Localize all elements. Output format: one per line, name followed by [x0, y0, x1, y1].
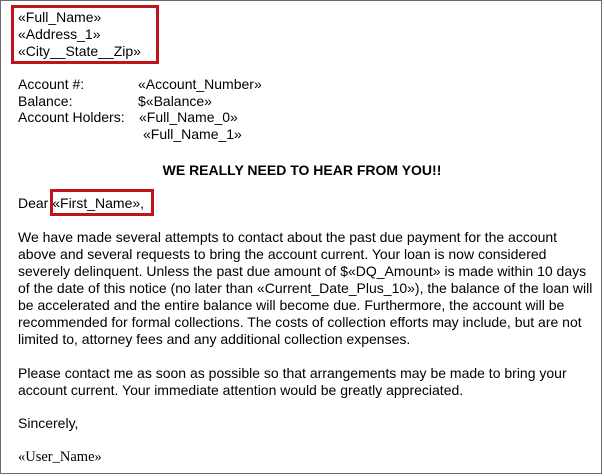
- signature: «User_Name»: [18, 449, 102, 465]
- balance-label: Balance:: [18, 93, 73, 109]
- account-holder-0: «Full_Name_0»: [139, 109, 238, 125]
- account-number-label: Account #:: [18, 76, 85, 92]
- body-paragraph-1: We have made several attempts to contact about the past due payment for the account above and several requests to bring the account current. Your loan is now considered severely delinquent. Unless the past due amount of $«DQ_Amount» is made within 10 days of the date of this notice (no later than «Current_Date_Plus_10»), the balance of the loan will be accelerated and the entire balance will become due. Furthermore, the account will be recommended for formal collections. The costs of collection efforts may include, but are not limited to, attorney fees and any additional collection expenses.: [18, 229, 593, 347]
- salutation-prefix: Dear: [18, 195, 53, 211]
- address-line-1: «Address_1»: [18, 26, 101, 42]
- body-paragraph-2: Please contact me as soon as possible so that arrangements may be made to bring your account current. Your immediate attention would be greatly appreciated.: [18, 365, 567, 398]
- salutation-suffix: ,: [140, 195, 145, 211]
- address-full-name: «Full_Name»: [18, 9, 102, 25]
- account-holders-label: Account Holders:: [18, 109, 125, 125]
- account-holder-1: «Full_Name_1»: [143, 126, 242, 142]
- salutation-name: «First_Name»: [52, 195, 141, 211]
- balance-value: $«Balance»: [138, 93, 212, 109]
- letter-heading: WE REALLY NEED TO HEAR FROM YOU!!: [162, 162, 442, 178]
- address-city-state-zip: «City__State__Zip»: [18, 43, 141, 59]
- first-name-highlight-box: [50, 189, 154, 216]
- account-number-value: «Account_Number»: [138, 76, 262, 92]
- closing: Sincerely,: [18, 415, 79, 431]
